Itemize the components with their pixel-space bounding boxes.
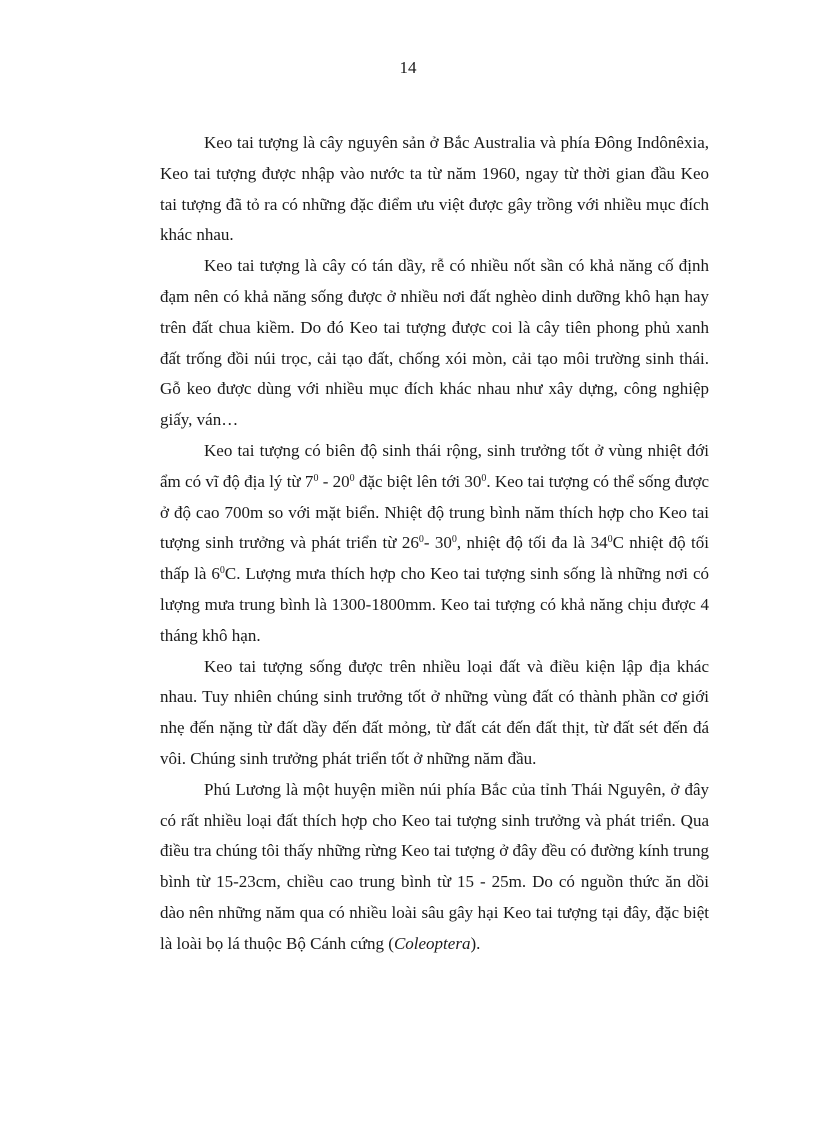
text-run: Keo tai tượng có biên độ sinh thái rộng, sinh trưởng tốt ở vùng nhiệt đới ẩm có vĩ độ địa lý từ 7 [160, 440, 709, 491]
text-run: ). [470, 933, 481, 953]
text-run: . Keo tai tượng có thể sống được ở độ cao 700m so với mặt biển. Nhiệt độ trung bình năm thích hợp cho Keo tai tượng sinh trưởng và phát triển từ 26 [160, 471, 710, 553]
text-run: - 20 [318, 471, 350, 491]
document-body [160, 128, 709, 960]
text-run: C. Lượng mưa thích hợp cho Keo tai tượng sinh sống là những nơi có lượng mưa trung bình là 1300-1800mm. Keo tai tượng có khả năng chịu được 4 tháng khô hạn. [160, 564, 709, 645]
paragraph-phu-luong [160, 775, 709, 960]
scientific-name: Coleoptera [393, 933, 471, 953]
degree-superscript: 0 [349, 472, 355, 484]
text-run: C nhiệt độ tối thấp là 6 [160, 533, 709, 584]
paragraph-soil: Keo tai tượng sống được trên nhiều loại đất và điều kiện lập địa khác nhau. Tuy nhiên chúng sinh trưởng tốt ở những vùng đất có thành phần cơ giới nhẹ đến nặng từ đất dầy đến đất mỏng, từ đất cát đến đất thịt, từ đất sét đến đá vôi. Chúng sinh trưởng phát triển tốt ở những năm đầu. [160, 656, 709, 768]
text-run: , nhiệt độ tối đa là 34 [456, 533, 608, 553]
degree-superscript: 0 [418, 534, 424, 546]
degree-superscript: 0 [313, 472, 319, 484]
degree-superscript: 0 [451, 534, 457, 546]
text-run: - 30 [423, 533, 452, 553]
degree-superscript: 0 [607, 534, 613, 546]
paragraph-origin: Keo tai tượng là cây nguyên sản ở Bắc Australia và phía Đông Indônêxia, Keo tai tượng được nhập vào nước ta từ năm 1960, ngay từ thời gian đầu Keo tai tượng đã tỏ ra có những đặc điểm ưu việt được gây trồng với nhiều mục đích khác nhau. [160, 133, 709, 245]
text-run: đặc biệt lên tới 30 [354, 471, 482, 491]
text-run: Phú Lương là một huyện miền núi phía Bắc của tỉnh Thái Nguyên, ở đây có rất nhiều loại đất thích hợp cho Keo tai tượng sinh trưởng và phát triển. Qua điều tra chúng tôi thấy những rừng Keo tai tượng ở đây đều có đường kính trung bình từ 15-23cm, chiều cao trung bình từ 15 - 25m. Do có nguồn thức ăn dồi dào nên những năm qua có nhiều loài sâu gây hại Keo tai tượng tại đây, đặc biệt là loài bọ lá thuộc Bộ Cánh cứng ( [160, 779, 709, 953]
paragraph-characteristics: Keo tai tượng là cây có tán dầy, rễ có nhiều nốt sần có khả năng cố định đạm nên có khả năng sống được ở nhiều nơi đất nghèo dinh dưỡng khô hạn hay trên đất chua kiềm. Do đó Keo tai tượng được coi là cây tiên phong phủ xanh đất trống đồi núi trọc, cải tạo đất, chống xói mòn, cải tạo môi trường sinh thái. Gỗ keo được dùng với nhiều mục đích khác nhau như xây dựng, công nghiệp giấy, ván… [160, 256, 709, 430]
degree-superscript: 0 [481, 472, 487, 484]
page-number: 14 [399, 58, 417, 77]
degree-superscript: 0 [219, 565, 225, 577]
paragraph-ecology [160, 436, 709, 652]
